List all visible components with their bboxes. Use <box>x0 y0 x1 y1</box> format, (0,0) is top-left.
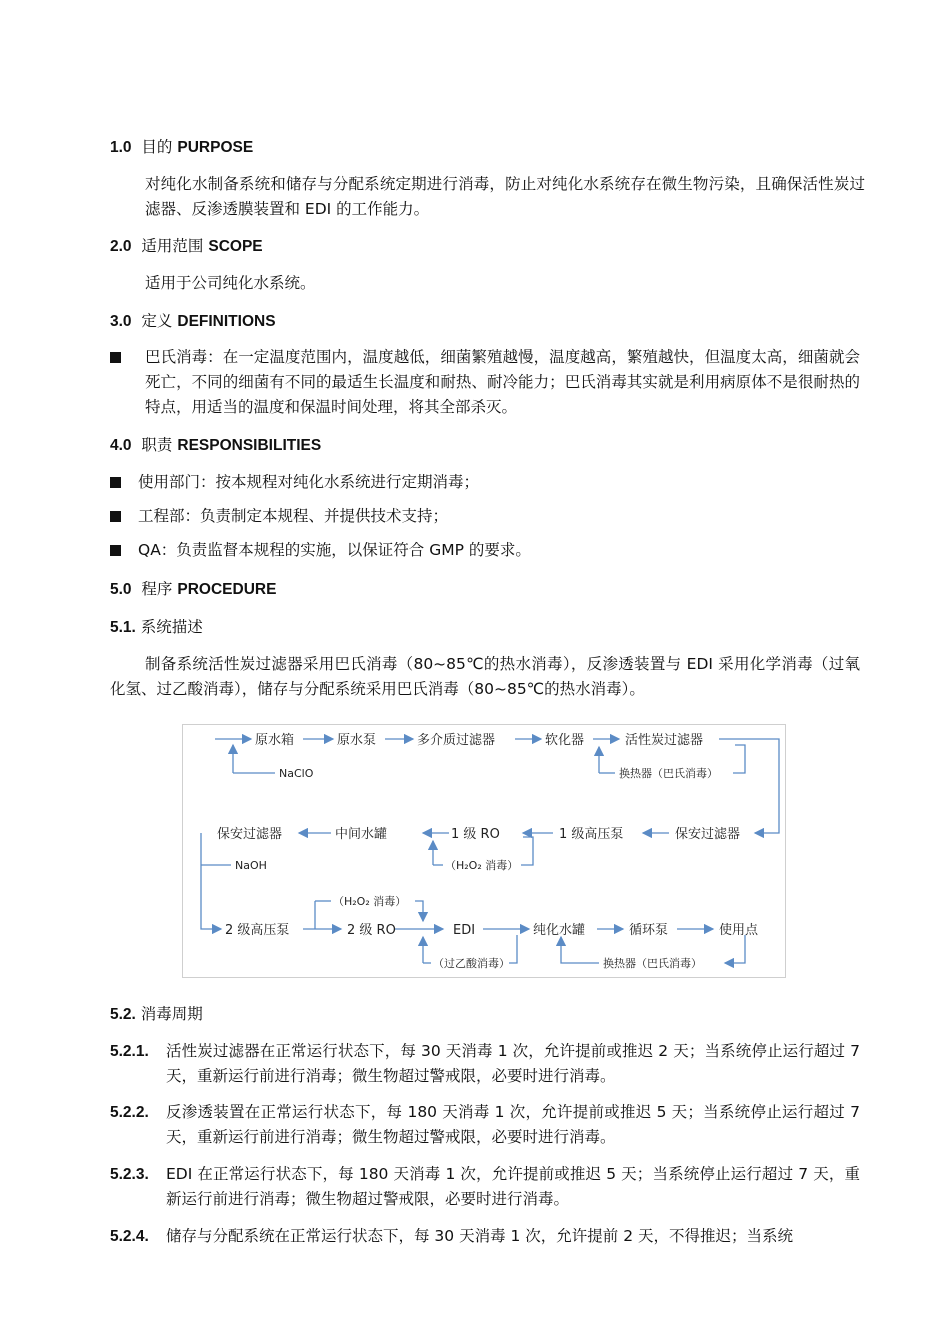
subsection-heading-disinfection-cycle: 5.2. 消毒周期 <box>110 1005 203 1023</box>
node-softener: 软化器 <box>545 733 585 748</box>
node-heat-exchanger-2: 换热器（巴氏消毒） <box>603 957 702 970</box>
node-edi: EDI <box>453 923 476 938</box>
definition-pasteurization: 巴氏消毒：在一定温度范围内，温度越低，细菌繁殖越慢，温度越高，繁殖越快，但温度太高，细菌就会死亡，不同的细菌有不同的最适生长温度和耐热、耐冷能力；巴氏消毒其实就是利用病原体不是很耐热的特点，用适当的温度和保温时间处理，将其全部杀灭。 <box>145 348 860 416</box>
node-circulation-pump: 循环泵 <box>629 923 669 938</box>
flow-arrow <box>561 937 599 963</box>
section-heading-purpose: 1.0 目的 PURPOSE <box>110 138 254 156</box>
node-peracetic-disinfection: （过乙酸消毒） <box>433 957 510 970</box>
responsibility-item: 使用部门：按本规程对纯化水系统进行定期消毒； <box>138 473 480 491</box>
node-raw-water-tank: 原水箱 <box>255 733 295 748</box>
node-naoh: NaOH <box>235 859 267 872</box>
section-heading-scope: 2.0 适用范围 SCOPE <box>110 237 263 255</box>
node-multimedia-filter: 多介质过滤器 <box>417 733 496 748</box>
cycle-item-521: 5.2.1. 活性炭过滤器在正常运行状态下，每 30 天消毒 1 次，允许提前或推迟 2 天；当系统停止运行超过 7 天，重新运行前进行消毒；微生物超过警戒限，必要时进行消毒。 <box>110 1042 860 1085</box>
flow-diagram-svg <box>183 725 785 977</box>
flow-arrow <box>725 935 745 963</box>
flow-line <box>509 935 517 963</box>
flow-line <box>733 745 745 773</box>
responsibility-item: QA：负责监督本规程的实施，以保证符合 GMP 的要求。 <box>138 541 531 559</box>
node-2nd-ro: 2 级 RO <box>347 923 396 938</box>
bullet-square-icon <box>110 545 121 556</box>
flow-arrow <box>201 833 221 929</box>
node-purified-water-tank: 纯化水罐 <box>533 923 586 938</box>
cycle-item-524: 5.2.4. 储存与分配系统在正常运行状态下，每 30 天消毒 1 次，允许提前 2 天，不得推迟；当系统 <box>110 1227 794 1245</box>
node-heat-exchanger-1: 换热器（巴氏消毒） <box>619 767 718 780</box>
node-activated-carbon-filter: 活性炭过滤器 <box>625 733 704 748</box>
node-2nd-high-pressure-pump: 2 级高压泵 <box>225 923 290 938</box>
process-flow-diagram <box>182 724 786 978</box>
node-1st-ro: 1 级 RO <box>451 827 500 842</box>
node-point-of-use: 使用点 <box>719 923 759 938</box>
node-h2o2-disinfection-2: （H₂O₂ 消毒） <box>333 895 407 908</box>
bullet-square-icon <box>110 352 121 363</box>
system-description-body: 制备系统活性炭过滤器采用巴氏消毒（80~85℃的热水消毒），反渗透装置与 EDI 采用化学消毒（过氧化氢、过乙酸消毒），储存与分配系统采用巴氏消毒（80~85℃的热水消毒）。 <box>110 655 860 698</box>
section-heading-responsibilities: 4.0 职责 RESPONSIBILITIES <box>110 436 322 454</box>
bullet-square-icon <box>110 511 121 522</box>
node-naclo: NaClO <box>279 767 314 780</box>
node-intermediate-tank: 中间水罐 <box>335 827 388 842</box>
node-1st-high-pressure-pump: 1 级高压泵 <box>559 827 624 842</box>
node-h2o2-disinfection-1: （H₂O₂ 消毒） <box>445 859 519 872</box>
bullet-square-icon <box>110 477 121 488</box>
responsibility-item: 工程部：负责制定本规程、并提供技术支持； <box>138 507 449 525</box>
node-security-filter-1: 保安过滤器 <box>675 827 741 842</box>
subsection-heading-system-description: 5.1. 系统描述 <box>110 618 203 636</box>
cycle-item-523: 5.2.3. EDI 在正常运行状态下，每 180 天消毒 1 次，允许提前或推迟 5 天；当系统停止运行超过 7 天，重新运行前进行消毒；微生物超过警戒限，必要时进行消毒。 <box>110 1165 860 1208</box>
flow-arrow <box>719 739 779 833</box>
purpose-body: 对纯化水制备系统和储存与分配系统定期进行消毒，防止对纯化水系统存在微生物污染，且确保活性炭过滤器、反渗透膜装置和 EDI 的工作能力。 <box>145 175 865 218</box>
scope-body: 适用于公司纯化水系统。 <box>145 274 316 292</box>
section-heading-definitions: 3.0 定义 DEFINITIONS <box>110 312 276 330</box>
flow-arrow <box>415 901 423 921</box>
node-raw-water-pump: 原水泵 <box>337 733 377 748</box>
node-security-filter-2: 保安过滤器 <box>217 827 283 842</box>
cycle-item-522: 5.2.2. 反渗透装置在正常运行状态下，每 180 天消毒 1 次，允许提前或推迟 5 天；当系统停止运行超过 7 天，重新运行前进行消毒；微生物超过警戒限，必要时进行消毒。 <box>110 1103 860 1146</box>
flow-line <box>521 837 533 865</box>
section-heading-procedure: 5.0 程序 PROCEDURE <box>110 580 277 598</box>
